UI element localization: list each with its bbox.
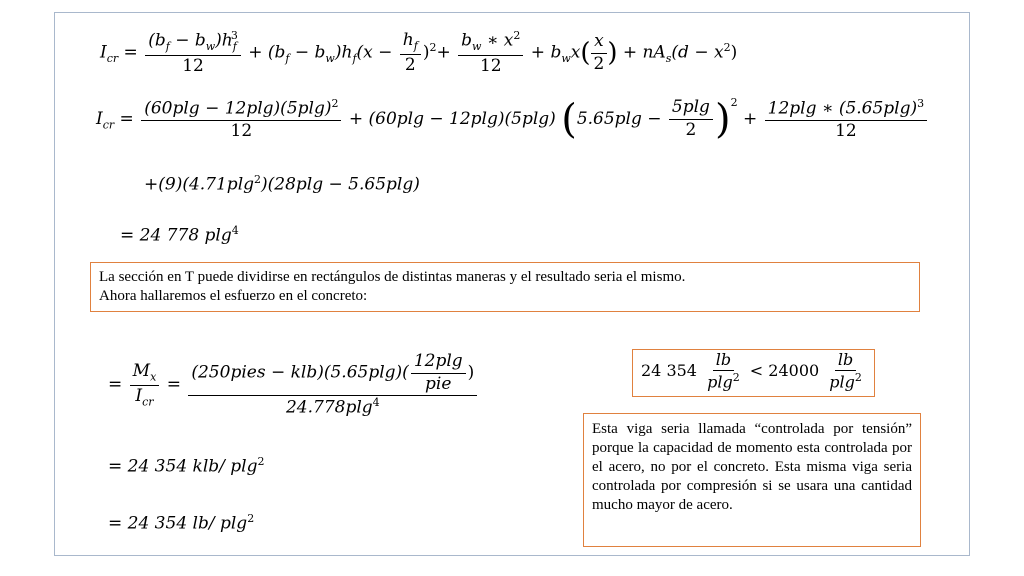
explanation-text: Esta viga seria llamada “controlada por tensión” porque la capacidad de momento esta controlada por el acero, no por el concreto. Esta misma viga seria controlada por compresión si se usara una cantidad mucho mayor de acero. [592, 421, 912, 513]
eq1-term1-fraction [145, 30, 241, 76]
eq5-big-num-a: (250pies − klb)(5.65plg)( [191, 362, 409, 383]
eq1-t5-pow: 2 [723, 40, 731, 54]
eq1-t3-den: 12 [479, 55, 502, 76]
eq5-big-den: 24.778plg [285, 397, 373, 418]
eq2-term3-fraction [765, 98, 928, 142]
explanation-box [583, 413, 921, 547]
eq1-term2: + (b [248, 42, 286, 63]
eq1-equals: = [123, 42, 138, 63]
eq2-t3-plus: + [742, 109, 758, 129]
eq5-big-den-pow: 4 [372, 396, 380, 410]
eq1-term3-fraction [458, 30, 523, 76]
eq2-t3-den: 12 [835, 120, 857, 141]
eq2-big-close-paren: ) [714, 96, 731, 143]
eq2-term2: + (60plg − 12plg)(5plg) [348, 109, 556, 129]
eq1-t4-open-paren: ( [580, 38, 591, 69]
eq7-pow: 2 [247, 512, 255, 525]
eq1-t5-rest: (d − x [671, 42, 724, 63]
compare-left-num: lb [715, 350, 732, 369]
equation-icr-general [100, 30, 737, 76]
eq1-t5-close: ) [730, 42, 738, 63]
compare-left-unit [704, 351, 743, 392]
eq1-t4-x: x [570, 42, 581, 63]
compare-left-den-pow: 2 [732, 371, 740, 385]
equation-stress-klb [108, 455, 265, 477]
eq6-pow: 2 [257, 455, 265, 468]
eq5-big-fraction [188, 352, 477, 418]
eq1-t1-den: 12 [182, 55, 204, 76]
compare-operator: < [749, 361, 764, 381]
note-box [90, 262, 920, 312]
eq7-text: = 24 354 lb/ plg [108, 513, 248, 534]
comparison-box [632, 349, 875, 397]
eq2-big-open-paren: ( [561, 96, 577, 143]
eq2-t3-num: 12plg ∗ (5.65plg) [767, 98, 918, 119]
eq1-t2-frac-num: h [402, 29, 414, 50]
eq1-t4-close-paren: ) [607, 38, 618, 69]
eq1-t2-mid: − b [289, 42, 326, 63]
eq1-t2-close: ) [422, 42, 430, 63]
eq5-inner-fraction [411, 352, 466, 394]
eq1-t1-num-sub-h: f [232, 40, 237, 54]
eq5-equals-2: = [166, 374, 181, 395]
eq1-t2-end: )h [334, 42, 353, 63]
equation-stress [108, 352, 479, 418]
compare-right-unit [826, 351, 865, 392]
eq1-t5-sub: s [665, 52, 672, 65]
compare-right-den: plg [829, 372, 855, 392]
eq2-t1-den: 12 [230, 120, 253, 141]
eq2-t1-num: (60plg − 12plg)(5plg) [144, 98, 332, 119]
eq1-t4-sub: w [561, 52, 571, 65]
eq1-t2-sub-h: f [352, 52, 357, 65]
eq2-t2-frac-num: 5plg [671, 97, 710, 118]
eq4-text: = 24 778 plg [120, 225, 232, 246]
equation-icr-continuation [144, 173, 420, 195]
eq2-t2-frac-den: 2 [685, 120, 697, 140]
eq5-equals: = [108, 374, 123, 395]
eq1-t2-pow: 2 [429, 40, 437, 54]
eq5-big-num-b: ) [467, 362, 475, 383]
eq1-t3-num-pow: 2 [513, 29, 521, 42]
note-line-1: La sección en T puede dividirse en rectángulos de distintas maneras y el resultado seria el mismo. [99, 269, 686, 285]
eq1-t1-num-end: )h [215, 30, 233, 51]
eq1-t2-frac-num-sub: f [413, 39, 418, 53]
equation-icr-result [120, 224, 239, 246]
eq2-lhs: I [96, 109, 103, 129]
compare-left-value: 24 354 [641, 361, 697, 381]
eq1-t1-num-sub-w: w [205, 40, 216, 54]
eq3-rest: )(28plg − 5.65plg) [261, 174, 420, 195]
eq1-lhs-sub: cr [106, 52, 119, 65]
eq1-term2-fraction [400, 31, 421, 76]
eq5-inner-frac-den: pie [425, 373, 452, 394]
eq2-t1-num-pow: 2 [331, 96, 339, 110]
eq1-t2-sub-f: f [285, 52, 290, 65]
compare-right-num: lb [837, 350, 854, 369]
compare-left-den: plg [707, 372, 733, 392]
eq1-t3-num-sub: w [472, 40, 482, 54]
eq5-frac-num-sub: x [150, 370, 157, 383]
eq2-equals: = [119, 109, 134, 129]
eq3-pow: 2 [254, 173, 262, 186]
eq1-t2-sub-w: w [325, 52, 335, 65]
eq2-term1-fraction [141, 98, 341, 142]
eq1-t3-num-rest: ∗ x [481, 30, 514, 51]
compare-right-value: 24000 [768, 361, 820, 381]
eq1-t3-num: b [461, 30, 473, 51]
eq5-inner-frac-num: 12plg [413, 351, 463, 371]
eq5-frac-den: I [135, 385, 143, 406]
eq1-t2-frac-den: 2 [404, 54, 416, 75]
eq1-t4-frac-num: x [594, 31, 604, 52]
eq1-t2-paren: (x − [356, 42, 393, 63]
eq1-term4: + b [530, 42, 562, 63]
comparison-expression [641, 351, 867, 392]
equation-stress-lb [108, 512, 254, 534]
eq5-frac-num: M [132, 360, 151, 381]
eq2-t2-pow: 2 [730, 96, 738, 109]
eq1-t1-num-pow: 3 [230, 29, 238, 42]
eq1-t1-num: (b [148, 30, 166, 51]
eq2-t3-num-pow: 3 [917, 96, 925, 110]
compare-right-den-pow: 2 [854, 371, 862, 385]
eq1-t1-num-sub-f: f [165, 40, 170, 54]
eq1-lhs: I [100, 42, 107, 63]
note-line-2: Ahora hallaremos el esfuerzo en el concreto: [99, 288, 368, 304]
eq3-text: +(9)(4.71plg [144, 174, 255, 195]
eq1-t4-frac-den: 2 [593, 53, 605, 74]
eq2-lhs-sub: cr [102, 118, 115, 132]
eq2-t2-inner: 5.65plg − [576, 109, 662, 129]
eq4-pow: 4 [231, 224, 239, 237]
eq1-t1-num-mid: − b [169, 30, 206, 51]
eq5-frac-den-sub: cr [142, 395, 154, 409]
eq2-term2-fraction [669, 98, 713, 140]
eq1-term4-fraction [591, 32, 608, 74]
equation-icr-numeric [96, 96, 929, 141]
eq5-mx-icr-fraction [130, 362, 160, 409]
eq1-term5: + nA [622, 42, 666, 63]
eq6-text: = 24 354 klb/ plg [108, 456, 258, 477]
eq1-t3-plus: + [436, 42, 451, 63]
